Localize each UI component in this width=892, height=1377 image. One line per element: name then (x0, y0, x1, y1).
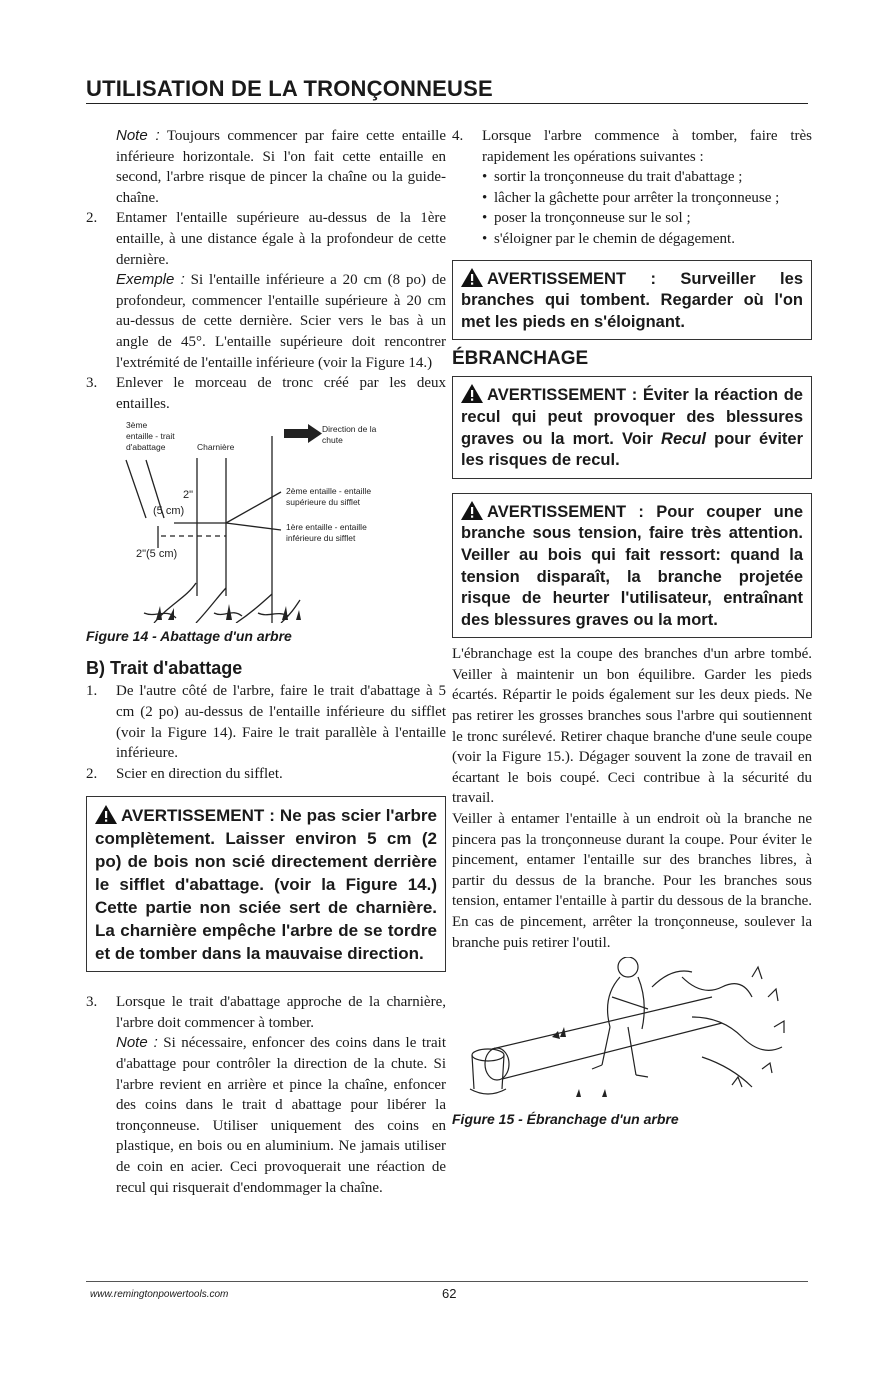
dim-top-inch: 2" (183, 489, 194, 502)
note-label: Note : (116, 1034, 158, 1052)
step-3 (86, 373, 446, 414)
step-number: 2. (86, 765, 98, 782)
limbing-paragraph-2: Veiller à entamer l'entaille à un endroit où la branche ne pincera pas la tronçonneuse durant la coupe. Pour éviter le pincement, entamer l'entaille sur des branches libres, à partir du dessus de la branche. Pour les branches sous tension, entamer l'entaille à partir du dessous de la branche. En cas de pincement, arrêter la tronçonneuse, soulever la branche puis retirer l'outil. (452, 811, 812, 951)
step-text: Scier en direction du sifflet. (116, 765, 283, 782)
step-text: De l'autre côté de l'arbre, faire le trait d'abattage à 5 cm (2 po) au-dessus de l'entaille inférieure du sifflet (voir la Figure 14). Faire le trait parallèle à l'entaille inférieure. (116, 683, 446, 762)
second-cut-label-2: supérieure du sifflet (286, 497, 361, 508)
fall-direction-label-2: chute (322, 435, 343, 446)
step-number: 4. (452, 128, 464, 144)
warning-link-recul: Recul (661, 429, 706, 448)
footer-rule (86, 1281, 808, 1282)
hinge-label: Charnière (197, 442, 235, 453)
step-text: Lorsque l'arbre commence à tomber, faire très rapidement les opérations suivantes : (482, 128, 812, 165)
b-step-2 (86, 764, 446, 785)
warning-box-tension (452, 493, 812, 639)
warning-triangle-icon (461, 268, 483, 287)
step-text: Entamer l'entaille supérieure au-dessus de la 1ère entaille, à une distance égale à la profondeur de cette dernière. (116, 210, 446, 268)
person-icon (592, 957, 648, 1077)
list-item: • poser la tronçonneuse sur le sol ; (482, 208, 812, 229)
b-step-1 (86, 681, 446, 763)
second-cut-label-1: 2ème entaille - entaille (286, 486, 372, 497)
step-number: 3. (86, 994, 98, 1011)
warning-text: AVERTISSEMENT : Surveiller les branches qui tombent. Regarder où l'on met les pieds en s'éloignant. (461, 269, 803, 331)
b-step-3 (86, 992, 446, 1033)
warning-text: AVERTISSEMENT : Éviter la réaction de recul qui peut provoquer des blessures graves ou la mort. Voir (461, 386, 803, 448)
right-column (452, 126, 812, 1127)
warning-triangle-icon (461, 384, 483, 403)
warning-text: AVERTISSEMENT : Pour couper une branche sous tension, faire très attention. Veiller au bois qui fait ressort: quand la tension disparaît, la branche projetée risque de heurter l'utilisateur, entraînant des blessures graves ou la mort. (461, 502, 803, 629)
fall-arrow-icon (284, 424, 322, 443)
felling-diagram (86, 418, 446, 623)
left-column (86, 126, 446, 1198)
list-item: • s'éloigner par le chemin de dégagement. (482, 229, 812, 250)
warning-triangle-icon (461, 501, 483, 520)
step-number: 2. (86, 210, 98, 227)
warning-triangle-icon (95, 805, 117, 824)
example-text: Si l'entaille inférieure a 20 cm (8 po) de profondeur, commencer l'entaille supérieure à 20 cm au-dessus de cette dernière. Scier vers le bas à un angle de 45°. L'entaille supérieure doit rencontrer l'extrémité de l'entaille inférieure (voir la Figure 14.) (116, 272, 446, 371)
step-text: Enlever le morceau de tronc créé par les deux entailles. (116, 375, 446, 412)
header-rule (86, 103, 808, 104)
section-b-heading: B) Trait d'abattage (86, 658, 243, 679)
third-cut-label-1: 3ème (126, 420, 148, 431)
figure-14-caption: Figure 14 - Abattage d'un arbre (86, 628, 292, 645)
list-item: • sortir la tronçonneuse du trait d'abattage ; (482, 167, 812, 188)
step-4-bullets (452, 167, 812, 249)
limbing-illustration (452, 957, 812, 1107)
note-label: Note : (116, 127, 160, 144)
warning-text-end: pour éviter les risques de recul. (461, 429, 803, 470)
step-text: Lorsque le trait d'abattage approche de la charnière, l'arbre doit commencer à tomber. (116, 994, 446, 1031)
note-text: Toujours commencer par faire cette entaille inférieure horizontale. Si l'on fait cette entaille en second, l'arbre risque de pincer la chaîne ou la guide-chaîne. (116, 128, 446, 206)
warning-box-kickback (452, 376, 812, 478)
page-number: 62 (442, 1286, 457, 1301)
note-text: Si nécessaire, enfoncer des coins dans le trait d'abattage pour contrôler la direction de la chute. Si l'arbre revient en arrière et pince la chaîne, enfoncer des coins dans le trait d abattage pour libérer la tronçonneuse. Utiliser uniquement des coins en plastique, en bois ou en aluminium. Ne jamais utiliser de coin en acier. Ceci provoquerait une réaction de recul qui risquerait d'endommager la chaîne. (116, 1035, 446, 1196)
page-title: UTILISATION DE LA TRONÇONNEUSE (86, 76, 493, 101)
section-limbing-heading: ÉBRANCHAGE (452, 348, 589, 370)
dim-left-label: 2"(5 cm) (136, 548, 178, 561)
step-number: 3. (86, 375, 98, 392)
figure-15-caption: Figure 15 - Ébranchage d'un arbre (452, 1111, 679, 1128)
fall-direction-label-1: Direction de la (322, 424, 377, 435)
step-number: 1. (86, 683, 98, 700)
footer-url[interactable]: www.remingtonpowertools.com (90, 1289, 229, 1300)
warning-text: AVERTISSEMENT : Ne pas scier l'arbre complètement. Laisser environ 5 cm (2 po) de bois non scié directement derrière le sifflet d'abattage. (voir la Figure 14.) Cette partie non sciée sert de charnière. La charnière empêche l'arbre de se tordre et de tomber dans la mauvaise direction. (95, 806, 437, 964)
example-paragraph (86, 270, 446, 373)
example-label: Exemple : (116, 271, 185, 289)
list-item: • lâcher la gâchette pour arrêter la tronçonneuse ; (482, 188, 812, 209)
limbing-paragraph-1: L'ébranchage est la coupe des branches d'un arbre tombé. Veiller à maintenir un bon équilibre. Garder les pieds écartés. Répartir le poids également sur les deux pieds. Ne pas retirer les grosses branches sous l'arbre qui soutiennent le tronc surélevé. Retirer chaque branche d'une seule coupe (voir la Figure 15.). Dégager souvent la zone de travail en écartant le bois coupé. Ceci contribue à la sécurité du travail. (452, 646, 812, 807)
warning-box-hinge (86, 796, 446, 972)
note-paragraph-2 (86, 1033, 446, 1198)
warning-box-falling-branches (452, 260, 812, 341)
step-2 (86, 208, 446, 270)
grass-icon (156, 604, 301, 620)
first-cut-label-1: 1ère entaille - entaille (286, 522, 367, 533)
note-paragraph (86, 126, 446, 208)
first-cut-label-2: inférieure du sifflet (286, 533, 356, 544)
third-cut-label-3: d'abattage (126, 442, 166, 453)
trunk-outline (126, 436, 300, 623)
step-4 (452, 126, 812, 167)
dim-top-cm: (5 cm) (153, 505, 185, 518)
third-cut-label-2: entaille - trait (126, 431, 175, 442)
